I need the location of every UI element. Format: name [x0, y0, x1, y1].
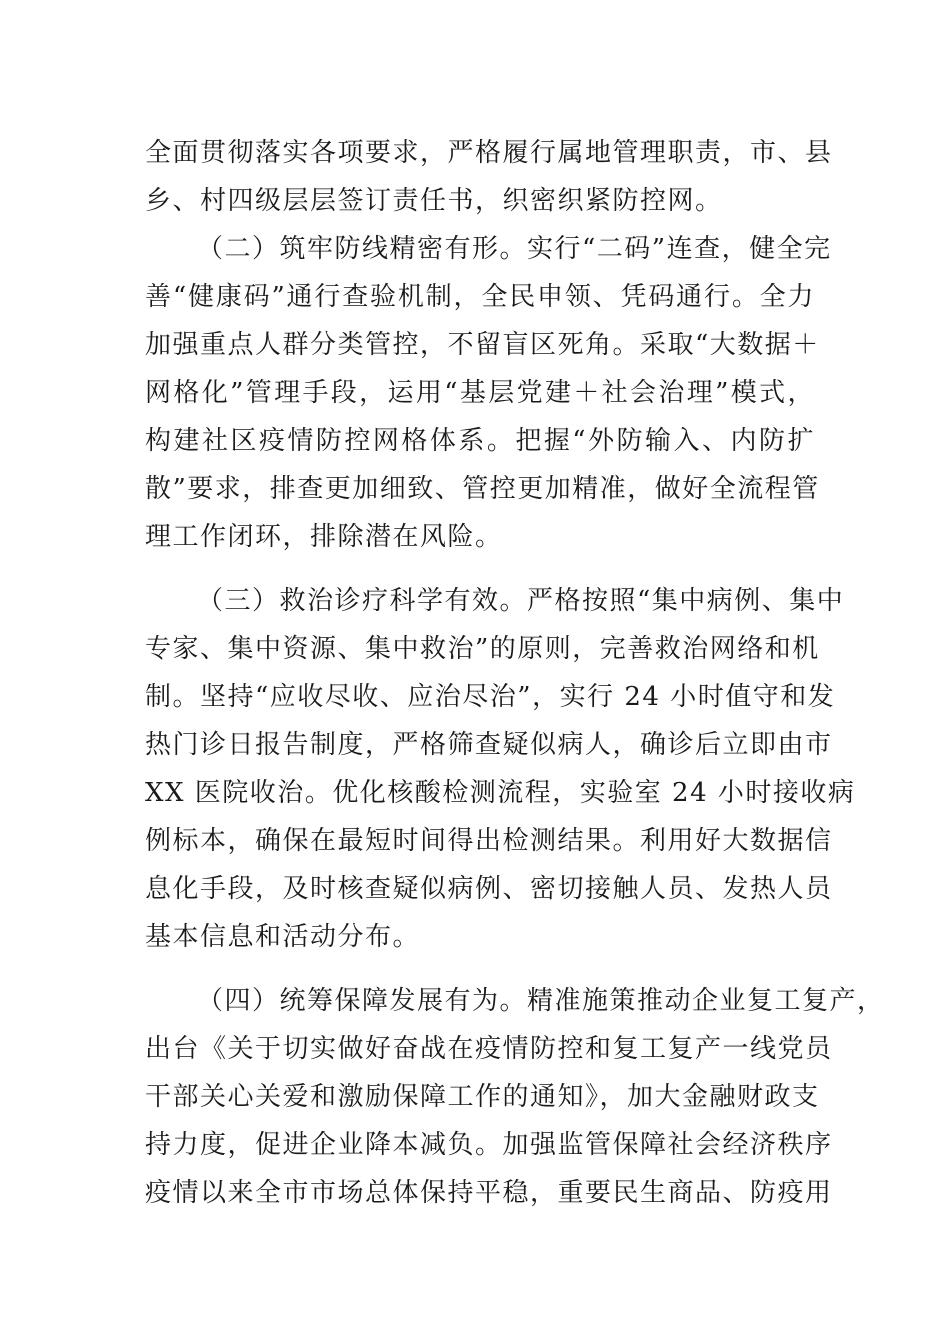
text-line: 干部关心关爱和激励保障工作的通知》，加大金融财政支	[145, 1082, 820, 1112]
text-line: （四）统筹保障发展有为。精准施策推动企业复工复产，	[197, 986, 885, 1016]
text-line: 加强重点人群分类管控，不留盲区死角。采取“大数据＋	[145, 330, 820, 360]
text-line: 基本信息和活动分布。	[145, 922, 421, 952]
text-line: 善“健康码”通行查验机制，全民申领、凭码通行。全力	[145, 282, 815, 312]
text-line: （二）筑牢防线精密有形。实行“二码”连查，健全完	[197, 234, 832, 264]
text-line: 散”要求，排查更加细致、管控更加精准，做好全流程管	[145, 474, 820, 504]
text-line: 制。坚持“应收尽收、应治尽治”，实行 24 小时值守和发	[145, 682, 836, 712]
text-line: 理工作闭环，排除潜在风险。	[145, 522, 503, 552]
text-line: 构建社区疫情防控网格体系。把握“外防输入、内防扩	[145, 426, 815, 456]
text-line: 网格化”管理手段，运用“基层党建＋社会治理”模式，	[145, 378, 815, 408]
text-line: XX 医院收治。优化核酸检测流程，实验室 24 小时接收病	[145, 778, 856, 808]
text-line: 息化手段，及时核查疑似病例、密切接触人员、发热人员	[145, 874, 833, 904]
text-line: 疫情以来全市市场总体保持平稳，重要民生商品、防疫用	[145, 1178, 833, 1208]
text-line: 全面贯彻落实各项要求，严格履行属地管理职责，市、县	[145, 138, 833, 168]
text-line: 专家、集中资源、集中救治”的原则，完善救治网络和机	[145, 634, 820, 664]
text-line: 例标本，确保在最短时间得出检测结果。利用好大数据信	[145, 826, 833, 856]
text-line: 出台《关于切实做好奋战在疫情防控和复工复产一线党员	[145, 1034, 833, 1064]
text-line: 持力度，促进企业降本减负。加强监管保障社会经济秩序	[145, 1130, 833, 1160]
text-line: （三）救治诊疗科学有效。严格按照“集中病例、集中	[197, 586, 845, 616]
text-line: 乡、村四级层层签订责任书，织密织紧防控网。	[145, 186, 723, 216]
text-line: 热门诊日报告制度，严格筛查疑似病人，确诊后立即由市	[145, 730, 833, 760]
